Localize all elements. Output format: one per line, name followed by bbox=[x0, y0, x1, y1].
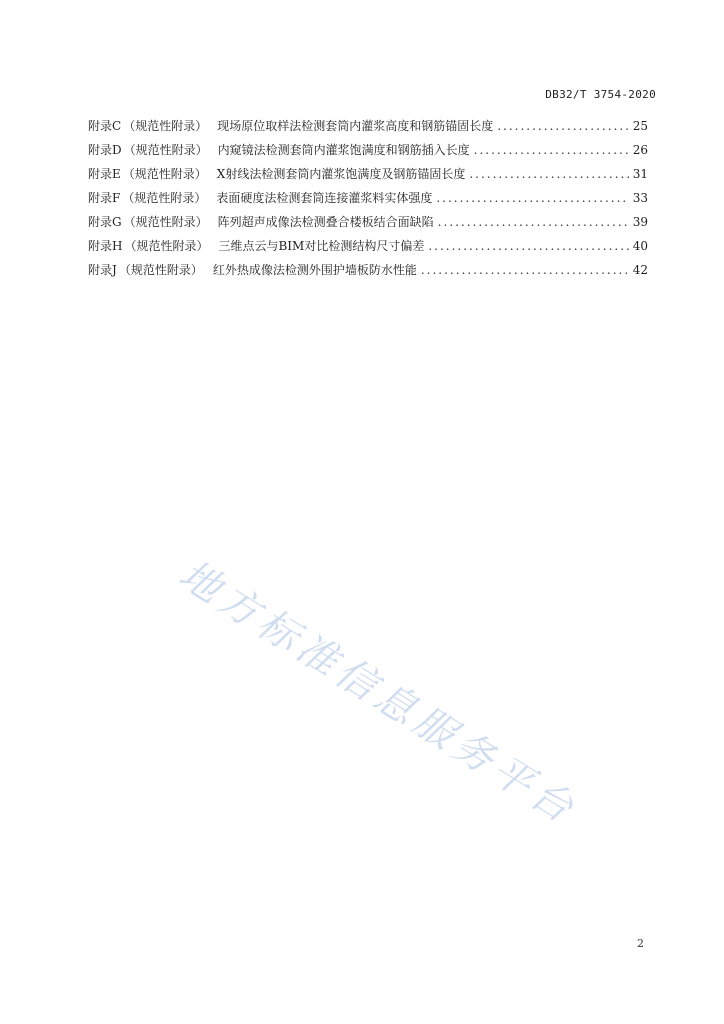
entry-title: 阵列超声成像法检测叠合楼板结合面缺陷 bbox=[217, 215, 434, 229]
appendix-type: （规范性附录） bbox=[123, 215, 208, 229]
page-number: 31 bbox=[632, 167, 648, 181]
toc-entry[interactable] bbox=[88, 118, 648, 142]
appendix-id: 附录D bbox=[88, 143, 122, 157]
leader-dots bbox=[474, 142, 629, 158]
appendix-type: （规范性附录） bbox=[122, 167, 207, 181]
page-number: 39 bbox=[632, 215, 648, 229]
leader-dots bbox=[497, 118, 629, 134]
entry-title: 内窥镜法检测套筒内灌浆饱满度和钢筋插入长度 bbox=[217, 143, 470, 157]
page-number: 33 bbox=[632, 191, 648, 205]
appendix-type: （规范性附录） bbox=[123, 119, 208, 133]
standard-code: DB32/T 3754-2020 bbox=[545, 88, 656, 101]
appendix-type: （规范性附录） bbox=[124, 239, 209, 253]
entry-title: X射线法检测套筒内灌浆饱满度及钢筋锚固长度 bbox=[216, 167, 466, 181]
toc-entry[interactable] bbox=[88, 262, 648, 286]
appendix-id: 附录G bbox=[88, 215, 122, 229]
watermark: 地方标准信息服务平台 bbox=[170, 551, 586, 835]
entry-title: 表面硬度法检测套筒连接灌浆料实体强度 bbox=[216, 191, 433, 205]
appendix-id: 附录F bbox=[88, 191, 121, 205]
footer-page-number: 2 bbox=[637, 937, 644, 950]
table-of-contents bbox=[88, 118, 648, 286]
toc-entry[interactable] bbox=[88, 238, 648, 262]
page-number: 42 bbox=[632, 263, 648, 277]
entry-title: 三维点云与BIM对比检测结构尺寸偏差 bbox=[218, 239, 425, 253]
appendix-type: （规范性附录） bbox=[123, 143, 208, 157]
page-number: 25 bbox=[632, 119, 648, 133]
leader-dots bbox=[438, 214, 629, 230]
leader-dots bbox=[436, 190, 628, 206]
toc-entry[interactable] bbox=[88, 142, 648, 166]
appendix-type: （规范性附录） bbox=[118, 263, 203, 277]
leader-dots bbox=[428, 238, 628, 254]
toc-entry[interactable] bbox=[88, 214, 648, 238]
toc-entry[interactable] bbox=[88, 166, 648, 190]
appendix-id: 附录C bbox=[88, 119, 122, 133]
appendix-id: 附录J bbox=[88, 263, 117, 277]
toc-entry[interactable] bbox=[88, 190, 648, 214]
appendix-id: 附录E bbox=[88, 167, 121, 181]
page-number: 26 bbox=[632, 143, 648, 157]
leader-dots bbox=[421, 262, 629, 278]
appendix-id: 附录H bbox=[88, 239, 123, 253]
page-number: 40 bbox=[632, 239, 648, 253]
leader-dots bbox=[469, 166, 628, 182]
appendix-type: （规范性附录） bbox=[122, 191, 207, 205]
entry-title: 现场原位取样法检测套筒内灌浆高度和钢筋锚固长度 bbox=[217, 119, 494, 133]
entry-title: 红外热成像法检测外围护墙板防水性能 bbox=[212, 263, 417, 277]
